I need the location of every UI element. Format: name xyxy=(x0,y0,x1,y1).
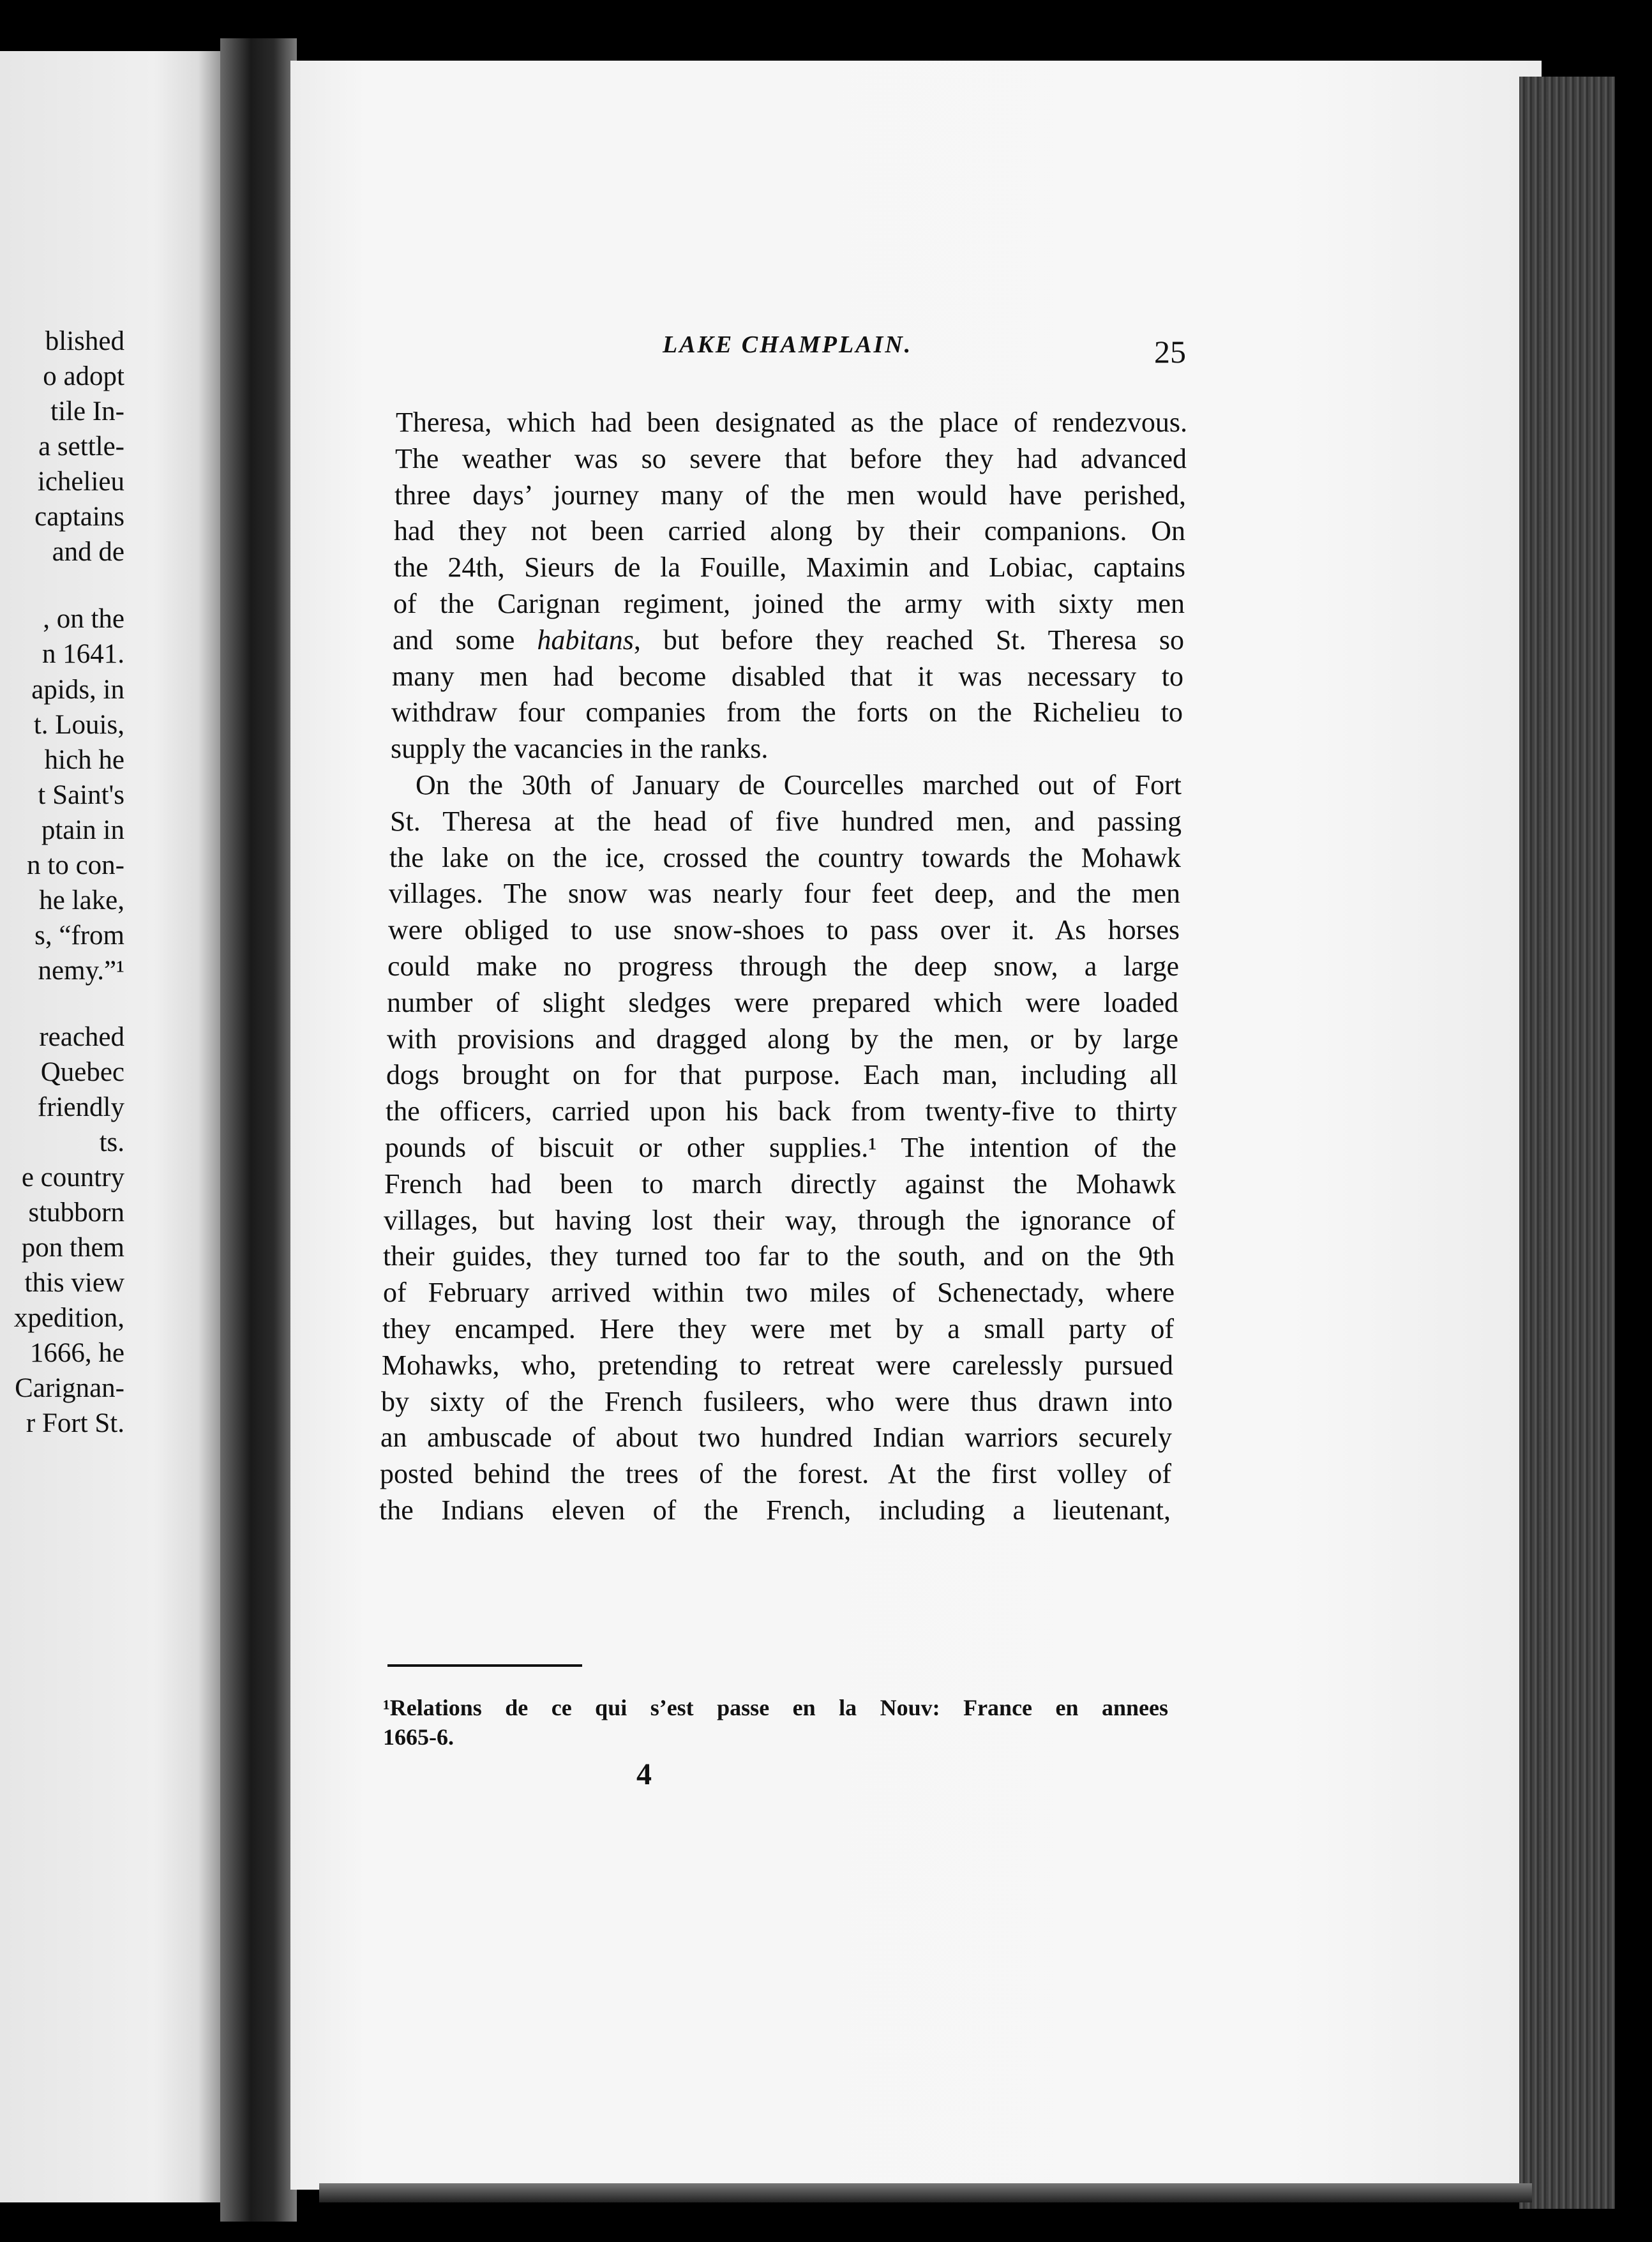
left-page-line: pon them xyxy=(21,1233,124,1263)
left-page-line: stubborn xyxy=(28,1198,124,1228)
footnote xyxy=(383,1693,1168,1752)
footnote-rule xyxy=(387,1664,582,1667)
left-page-line: Quebec xyxy=(40,1057,124,1087)
body-line: had they not been carried along by their companions. On xyxy=(394,515,1185,546)
body-line: an ambuscade of about two hundred Indian warriors securely xyxy=(380,1422,1172,1453)
book-gutter xyxy=(220,38,297,2222)
body-line: and some habitans, but before they reached St. Theresa so xyxy=(393,624,1185,656)
bottom-edge xyxy=(319,2183,1532,2202)
body-line: Mohawks, who, pretending to retreat were carelessly pursued xyxy=(382,1350,1173,1381)
left-page-line: ts. xyxy=(99,1127,124,1157)
body-line: the lake on the ice, crossed the country towards the Mohawk xyxy=(389,842,1181,873)
italic-term: habitans xyxy=(537,624,634,656)
body-line: their guides, they turned too far to the south, and on the 9th xyxy=(383,1240,1175,1272)
body-line: On the 30th of January de Courcelles marched out of Fort xyxy=(416,769,1182,801)
body-line: villages. The snow was nearly four feet deep, and the men xyxy=(389,878,1180,909)
body-line: supply the vacancies in the ranks. xyxy=(391,733,769,764)
body-line: the 24th, Sieurs de la Fouille, Maximin and Lobiac, captains xyxy=(394,552,1185,583)
footnote-line: ¹Relations de ce qui s’est passe en la Nouv: France en annees xyxy=(383,1695,1168,1720)
left-page-line: reached xyxy=(39,1022,124,1052)
left-page-line: friendly xyxy=(37,1092,124,1122)
body-line: with provisions and dragged along by the men, or by large xyxy=(387,1023,1178,1055)
footnote-line: 1665-6. xyxy=(383,1724,454,1750)
body-line: of February arrived within two miles of Schenectady, where xyxy=(383,1277,1175,1308)
left-page-line: 1666, he xyxy=(29,1338,124,1368)
body-line: pounds of biscuit or other supplies.¹ The intention of the xyxy=(385,1132,1176,1163)
body-line: by sixty of the French fusileers, who were thus drawn into xyxy=(381,1386,1173,1417)
body-line: they encamped. Here they were met by a small party of xyxy=(382,1313,1174,1344)
running-head: LAKE CHAMPLAIN. xyxy=(663,331,913,358)
left-page-line: s, “from xyxy=(34,921,124,951)
left-page-line: n 1641. xyxy=(42,639,124,669)
signature-mark: 4 xyxy=(636,1757,652,1791)
left-page-line: and de xyxy=(52,537,124,567)
body-line: many men had become disabled that it was necessary to xyxy=(392,661,1183,692)
left-page-line: , on the xyxy=(43,604,124,634)
body-line: number of slight sledges were prepared which were loaded xyxy=(387,987,1178,1018)
left-page-line: apids, in xyxy=(31,675,124,705)
body-line: could make no progress through the deep snow, a large xyxy=(387,951,1179,982)
page-number: 25 xyxy=(1154,334,1186,370)
left-page-line: e country xyxy=(21,1162,124,1192)
left-page-line: nemy.”¹ xyxy=(38,956,124,986)
page-edges xyxy=(1519,77,1615,2209)
left-page-line: hich he xyxy=(44,745,124,775)
left-page-line: Carignan- xyxy=(15,1373,124,1403)
left-page-line: he lake, xyxy=(39,885,124,915)
body-line: three days’ journey many of the men would have perished, xyxy=(394,479,1186,511)
left-page-line: tile In- xyxy=(50,396,124,426)
left-page-line: captains xyxy=(34,502,124,532)
body-line: dogs brought on for that purpose. Each man, including all xyxy=(386,1059,1178,1090)
left-page-line: this view xyxy=(24,1268,124,1298)
left-page-line: xpedition, xyxy=(13,1303,124,1333)
body-line: the Indians eleven of the French, including a lieutenant, xyxy=(379,1494,1171,1526)
left-page-line: r Fort St. xyxy=(26,1408,124,1438)
left-page-line: ptain in xyxy=(41,815,124,845)
body-line: French had been to march directly against the Mohawk xyxy=(384,1168,1176,1200)
body-line: villages, but having lost their way, through the ignorance of xyxy=(384,1205,1175,1236)
left-page-line: o adopt xyxy=(43,361,124,391)
body-line: St. Theresa at the head of five hundred men, and passing xyxy=(390,806,1182,837)
body-line: were obliged to use snow-shoes to pass over it. As horses xyxy=(388,914,1180,945)
body-line: The weather was so severe that before they had advanced xyxy=(395,443,1187,474)
left-page-line: blished xyxy=(45,326,124,356)
body-line: the officers, carried upon his back from twenty-five to thirty xyxy=(386,1095,1177,1127)
left-page-line: t Saint's xyxy=(38,780,124,810)
left-facing-page xyxy=(0,51,220,2202)
body-line: of the Carignan regiment, joined the army with sixty men xyxy=(393,588,1185,619)
body-line: Theresa, which had been designated as the place of rendezvous. xyxy=(396,407,1187,438)
left-page-line: n to con- xyxy=(27,850,124,880)
left-page-line: a settle- xyxy=(38,432,124,462)
body-line: withdraw four companies from the forts on the Richelieu to xyxy=(391,696,1183,728)
left-page-line: ichelieu xyxy=(37,467,124,497)
left-page-line: t. Louis, xyxy=(33,710,124,740)
body-line: posted behind the trees of the forest. At the first volley of xyxy=(380,1458,1171,1489)
